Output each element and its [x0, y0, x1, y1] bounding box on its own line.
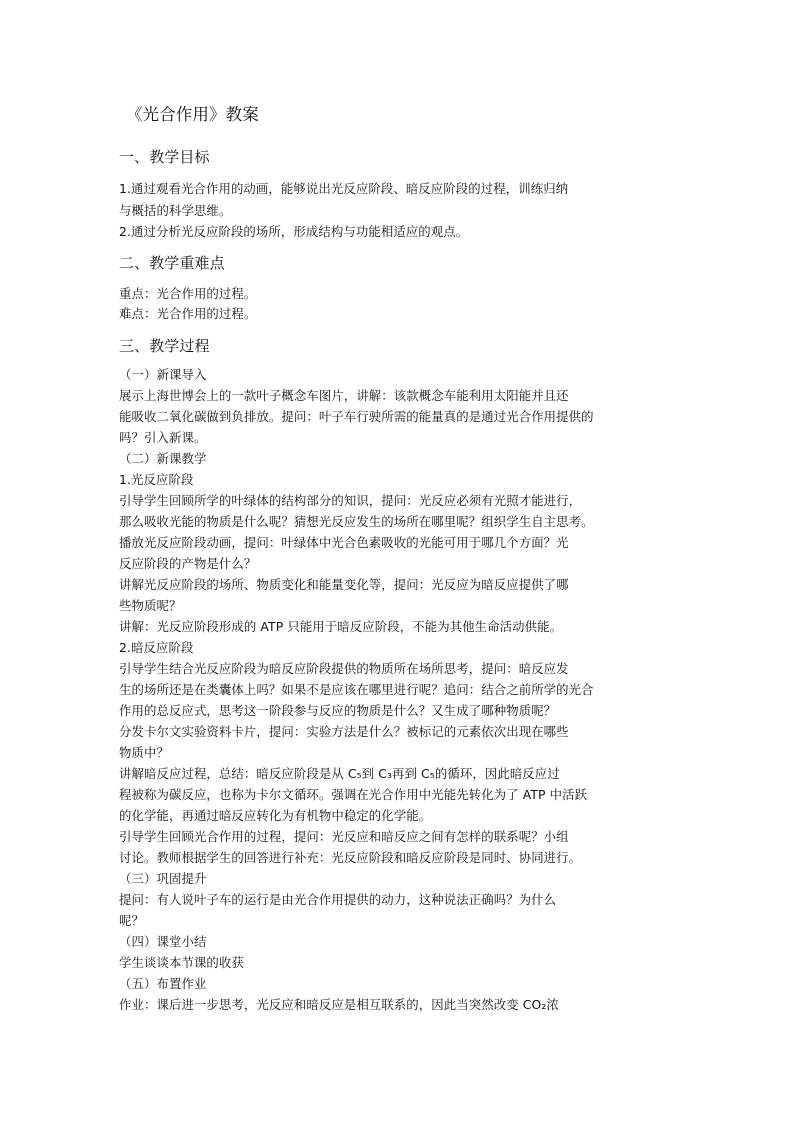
text-line: 生的场所还是在类囊体上吗？如果不是应该在哪里进行呢？追问：结合之前所学的光合: [119, 682, 594, 697]
subsection-heading: （四）课堂小结: [119, 934, 207, 949]
text-line: 分发卡尔文实验资料卡片，提问：实验方法是什么？被标记的元素依次出现在哪些: [119, 724, 569, 739]
text-line: 的化学能，再通过暗反应转化为有机物中稳定的化学能。: [119, 808, 432, 823]
text-line: 讲解暗反应过程，总结：暗反应阶段是从 C₅到 C₃再到 C₅的循环，因此暗反应过: [119, 766, 560, 781]
section-heading-process: 三、教学过程: [119, 337, 210, 355]
text-line: 展示上海世博会上的一款叶子概念车图片，讲解：该款概念车能利用太阳能并且还: [119, 388, 569, 403]
text-line: 作用的总反应式，思考这一阶段参与反应的物质是什么？又生成了哪种物质呢？: [119, 703, 557, 718]
text-line: 那么吸收光能的物质是什么呢？猜想光反应发生的场所在哪里呢？组织学生自主思考。: [119, 514, 594, 529]
text-line: 与概括的科学思维。: [119, 203, 232, 218]
text-line: 吗？引入新课。: [119, 430, 207, 445]
text-line: 重点：光合作用的过程。: [119, 286, 257, 301]
subsection-heading: 1.光反应阶段: [119, 472, 194, 487]
text-line: 讲解光反应阶段的场所、物质变化和能量变化等，提问：光反应为暗反应提供了哪: [119, 577, 569, 592]
text-line: 学生谈谈本节课的收获: [119, 955, 244, 970]
text-line: 难点：光合作用的过程。: [119, 306, 257, 321]
subsection-heading: （二）新课教学: [119, 451, 207, 466]
text-line: 程被称为碳反应，也称为卡尔文循环。强调在光合作用中光能先转化为了 ATP 中活跃: [119, 787, 588, 802]
text-line: 2.通过分析光反应阶段的场所，形成结构与功能相适应的观点。: [119, 224, 469, 239]
text-line: 1.通过观看光合作用的动画，能够说出光反应阶段、暗反应阶段的过程，训练归纳: [119, 181, 569, 196]
text-line: 引导学生结合光反应阶段为暗反应阶段提供的物质所在场所思考，提问：暗反应发: [119, 661, 569, 676]
subsection-heading: （三）巩固提升: [119, 871, 207, 886]
text-line: 呢？: [119, 913, 144, 928]
text-line: 讲解：光反应阶段形成的 ATP 只能用于暗反应阶段，不能为其他生命活动供能。: [119, 619, 563, 634]
text-line: 提问：有人说叶子车的运行是由光合作用提供的动力，这种说法正确吗？为什么: [119, 892, 557, 907]
subsection-heading: 2.暗反应阶段: [119, 640, 194, 655]
text-line: 播放光反应阶段动画，提问：叶绿体中光合色素吸收的光能可用于哪几个方面？光: [119, 535, 569, 550]
subsection-heading: （五）布置作业: [119, 976, 207, 991]
text-line: 作业：课后进一步思考，光反应和暗反应是相互联系的，因此当突然改变 CO₂浓: [119, 997, 559, 1012]
text-line: 反应阶段的产物是什么？: [119, 556, 257, 571]
section-heading-objectives: 一、教学目标: [119, 148, 210, 166]
subsection-heading: （一）新课导入: [119, 367, 207, 382]
text-line: 能吸收二氧化碳做到负排放。提问：叶子车行驶所需的能量真的是通过光合作用提供的: [119, 409, 594, 424]
text-line: 物质中？: [119, 745, 169, 760]
text-line: 引导学生回顾光合作用的过程，提问：光反应和暗反应之间有怎样的联系呢？小组: [119, 829, 569, 844]
text-line: 讨论。教师根据学生的回答进行补充：光反应阶段和暗反应阶段是同时、协同进行。: [119, 850, 582, 865]
document-title: 《光合作用》教案: [126, 105, 259, 124]
text-line: 引导学生回顾所学的叶绿体的结构部分的知识，提问：光反应必须有光照才能进行，: [119, 493, 582, 508]
section-heading-key-points: 二、教学重难点: [119, 254, 225, 272]
text-line: 些物质呢？: [119, 598, 182, 613]
